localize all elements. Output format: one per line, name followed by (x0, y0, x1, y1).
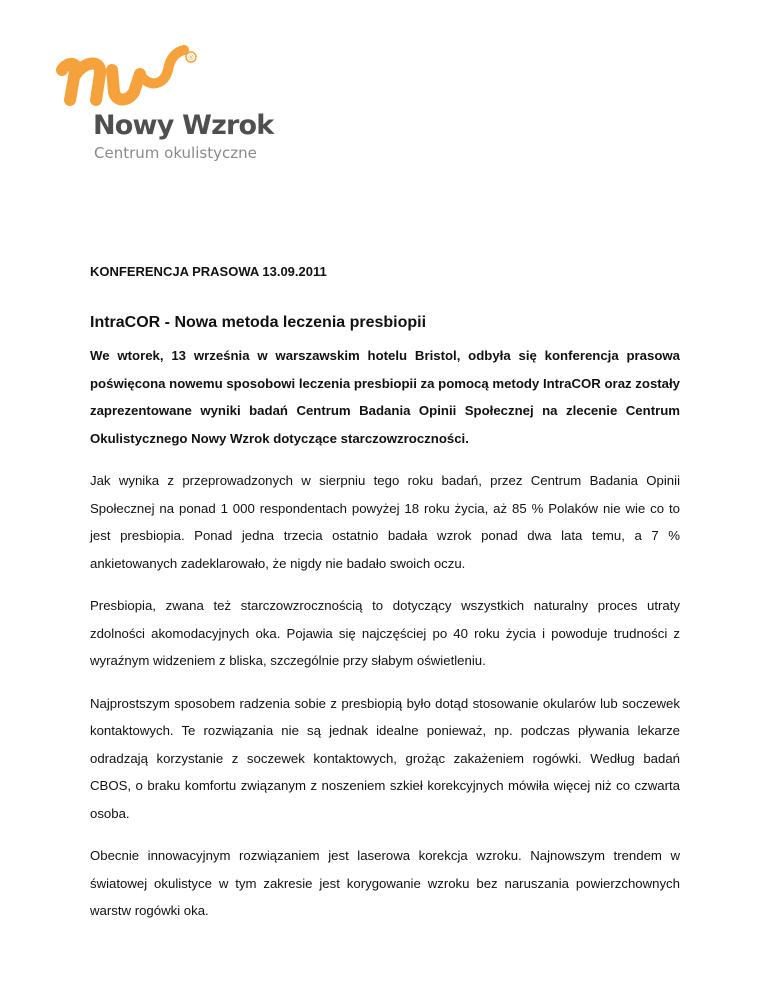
brand-name: Nowy Wzrok (93, 110, 274, 141)
logo-mark-icon (56, 40, 206, 110)
body-paragraph: Jak wynika z przeprowadzonych w sierpniu tego roku badań, przez Centrum Badania Opinii Społecznej na ponad 1 000 respondentach powyżej 18 roku życia, aż 85 % Polaków nie wie co to jest presbiopia. Ponad jedna trzecia ostatnio badała wzrok ponad dwa lata temu, a 7 % ankietowanych zadeklarowało, że nigdy nie badało swoich oczu. (90, 473, 680, 571)
body-paragraph: Presbiopia, zwana też starczowzrocznością to dotyczący wszystkich naturalny proces utraty zdolności akomodacyjnych oka. Pojawia się najczęściej po 40 roku życia i powoduje trudności z wyraźnym widzeniem z bliska, szczególnie przy słabym oświetleniu. (90, 598, 680, 668)
body-paragraph: Najprostszym sposobem radzenia sobie z presbiopią było dotąd stosowanie okularów lub soczewek kontaktowych. Te rozwiązania nie są jednak idealne ponieważ, np. podczas pływania lekarze odradzają korzystanie z soczewek kontaktowych, grożąc zakażeniem rogówki. Według badań CBOS, o braku komfortu związanym z noszeniem szkieł korekcyjnych mówiła więcej niż co czwarta osoba. (90, 695, 680, 821)
brand-tagline: Centrum okulistyczne (94, 144, 257, 162)
lead-paragraph: We wtorek, 13 września w warszawskim hotelu Bristol, odbyła się konferencja prasowa poświęcona nowemu sposobowi leczenia presbiopii za pomocą metody IntraCOR oraz zostały zaprezentowane wyniki badań Centrum Badania Opinii Społecznej na zlecenie Centrum Okulistycznego Nowy Wzrok dotyczące starczowzroczności. (90, 348, 680, 446)
release-title: IntraCOR - Nowa metoda leczenia presbiopii (90, 314, 427, 331)
release-label: KONFERENCJA PRASOWA 13.09.2011 (90, 264, 327, 279)
body-paragraph: Obecnie innowacyjnym rozwiązaniem jest laserowa korekcja wzroku. Najnowszym trendem w światowej okulistyce w tym zakresie jest korygowanie wzroku bez naruszania powierzchownych warstw rogówki oka. (90, 848, 680, 918)
press-release (90, 262, 680, 925)
company-logo (56, 40, 296, 170)
svg-text:®: ® (187, 54, 195, 62)
